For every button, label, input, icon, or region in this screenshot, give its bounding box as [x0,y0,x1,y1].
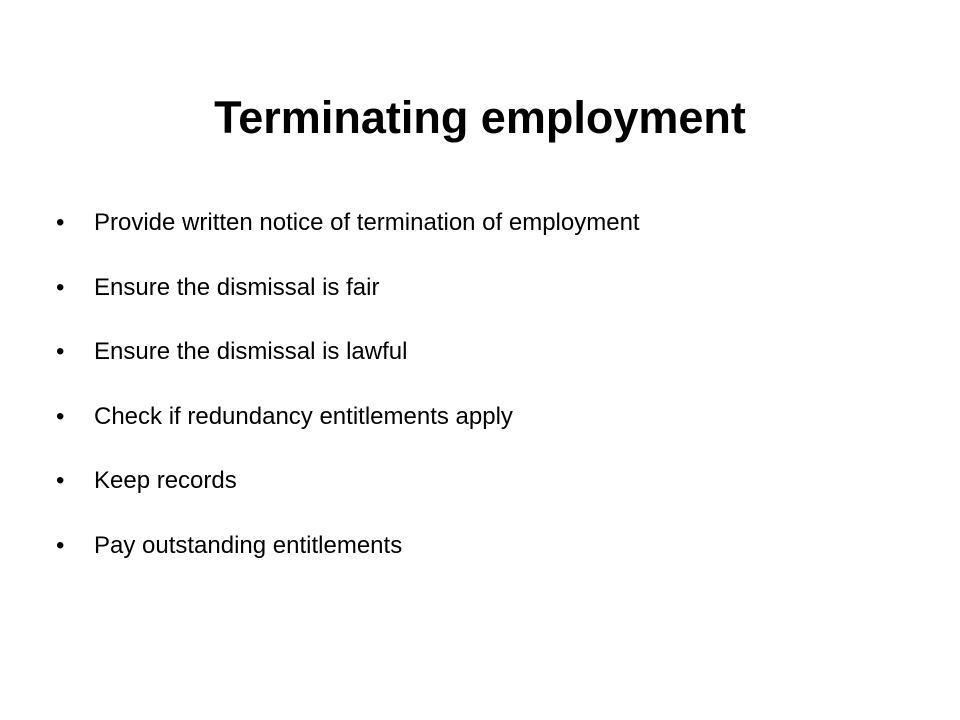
bullet-text: Keep records [94,467,237,495]
bullet-item [56,395,916,460]
bullet-point-icon: • [56,209,65,236]
bullet-text: Pay outstanding entitlements [94,531,403,559]
bullet-point-icon: • [56,402,65,430]
bullet-item [56,330,916,395]
bullet-text: Provide written notice of termination of employment [94,209,640,236]
slide-title: Terminating employment [214,92,746,143]
bullet-item [56,524,916,589]
bullet-text: Ensure the dismissal is fair [94,273,380,301]
bullet-point-icon: • [56,273,65,301]
bullet-list [56,201,916,589]
bullet-text: Check if redundancy entitlements apply [94,402,513,430]
bullet-point-icon: • [56,338,65,366]
bullet-item [56,201,916,266]
bullet-text: Ensure the dismissal is lawful [94,338,408,366]
bullet-point-icon: • [56,531,65,559]
bullet-item [56,266,916,331]
bullet-point-icon: • [56,467,65,495]
bullet-item [56,459,916,524]
